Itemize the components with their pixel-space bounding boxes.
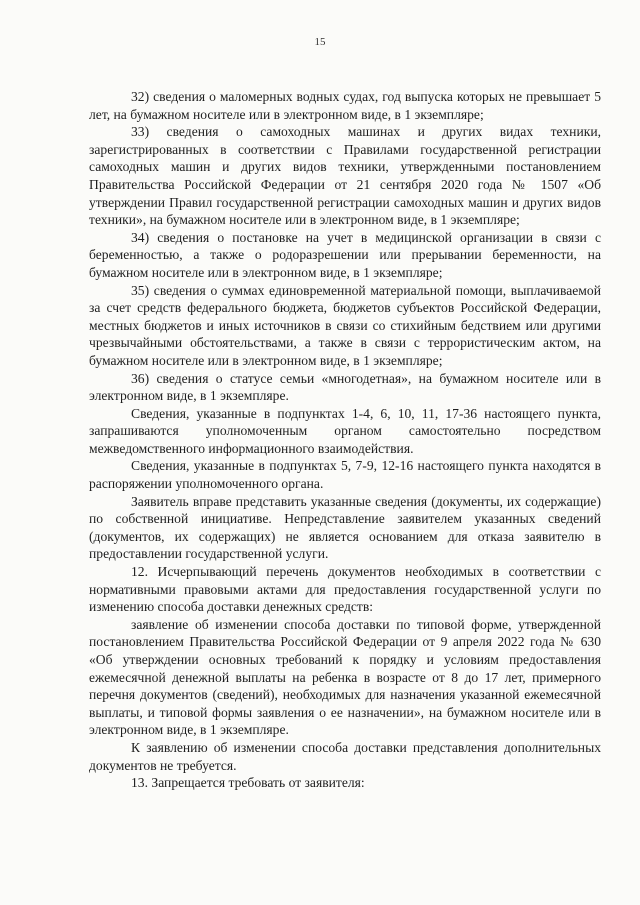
paragraph-item-35: 35) сведения о суммах единовременной материальной помощи, выплачиваемой за счет средств федерального бюджета, бюджетов субъектов Российской Федерации, местных бюджетов и иных источников в связи со стихийным бедствием или другими чрезвычайными обстоятельствами, а также в связи с террористическим актом, на бумажном носителе или в электронном виде, в 1 экземпляре; [89, 282, 601, 368]
paragraph-application-form: заявление об изменении способа доставки по типовой форме, утвержденной постановлением Правительства Российской Федерации от 9 апреля 2022 года № 630 «Об утверждении основных требований к порядку и условиям предоставления ежемесячной денежной выплаты на ребенка в возрасте от 8 до 17 лет, примерного перечня документов (сведений), необходимых для назначения указанной ежемесячной выплаты, и типовой формы заявления о ее назначении», на бумажном носителе или в электронном виде, в 1 экземпляре. [89, 616, 601, 738]
paragraph-applicant-right: Заявитель вправе представить указанные сведения (документы, их содержащие) по собственной инициативе. Непредставление заявителем указанных сведений (документов, их содержащих) не является основанием для отказа заявителю в предоставлении государственной услуги. [89, 493, 601, 562]
paragraph-interagency-info: Сведения, указанные в подпунктах 1-4, 6, 10, 11, 17-36 настоящего пункта, запрашиваются уполномоченным органом самостоятельно посредством межведомственного информационного взаимодействия. [89, 405, 601, 456]
document-body [89, 88, 601, 792]
paragraph-section-12: 12. Исчерпывающий перечень документов необходимых в соответствии с нормативными правовыми актами для предоставления государственной услуги по изменению способа доставки денежных средств: [89, 564, 601, 615]
page-number: 15 [314, 36, 326, 48]
paragraph-no-extra-docs: К заявлению об изменении способа доставки представления дополнительных документов не требуется. [89, 739, 601, 773]
paragraph-item-34: 34) сведения о постановке на учет в медицинской организации в связи с беременностью, а также о родоразрешении или прерывании беременности, на бумажном носителе или в электронном виде, в 1 экземпляре; [89, 229, 601, 280]
paragraph-authority-info: Сведения, указанные в подпунктах 5, 7-9, 12-16 настоящего пункта находятся в распоряжении уполномоченного органа. [89, 458, 601, 492]
paragraph-section-13: 13. Запрещается требовать от заявителя: [131, 775, 365, 791]
paragraph-item-33: 33) сведения о самоходных машинах и других видах техники, зарегистрированных в соответствии с Правилами государственной регистрации самоходных машин и других видов техники, утвержденными постановлением Правительства Российской Федерации от 21 сентября 2020 года № 1507 «Об утверждении Правил государственной регистрации самоходных машин и других видов техники», на бумажном носителе или в электронном виде, в 1 экземпляре; [89, 124, 601, 228]
paragraph-item-36: 36) сведения о статусе семьи «многодетная», на бумажном носителе или в электронном виде, в 1 экземпляре. [89, 370, 601, 404]
paragraph-item-32: 32) сведения о маломерных водных судах, год выпуска которых не превышает 5 лет, на бумажном носителе или в электронном виде, в 1 экземпляре; [89, 89, 601, 122]
